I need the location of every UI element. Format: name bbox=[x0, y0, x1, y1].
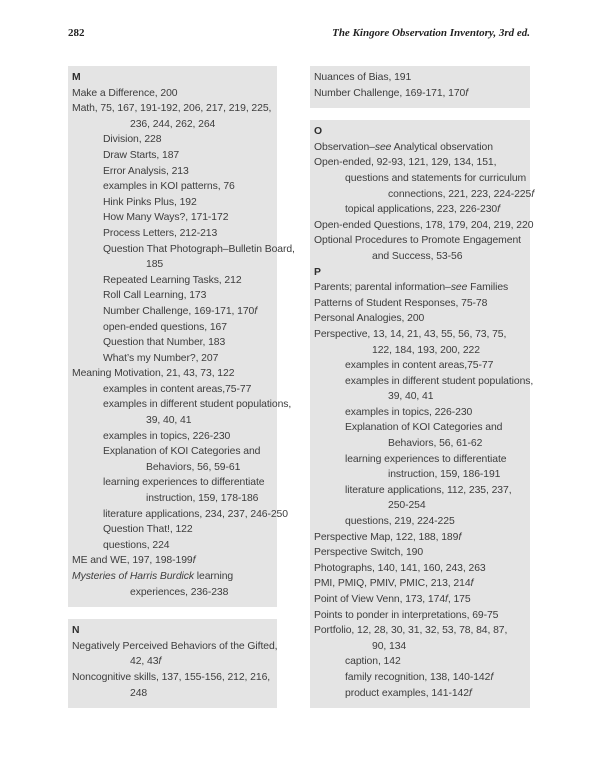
index-entry-line bbox=[72, 538, 273, 554]
entry-text: PMI, PMIQ, PMIV, PMIC, 213, 214 bbox=[314, 578, 471, 590]
entry-text: Families bbox=[467, 282, 509, 294]
index-entry-line bbox=[314, 545, 526, 561]
entry-text: instruction, 159, 178-186 bbox=[146, 493, 259, 505]
index-entry-line bbox=[72, 288, 273, 304]
index-entry-line bbox=[314, 514, 526, 530]
index-left-column bbox=[68, 66, 295, 720]
index-entry-line bbox=[314, 171, 526, 187]
entry-text: family recognition, 138, 140-142 bbox=[345, 671, 491, 683]
index-entry-line bbox=[72, 522, 273, 538]
index-entry-line bbox=[314, 296, 526, 312]
entry-text: 39, 40, 41 bbox=[146, 415, 192, 427]
entry-text: Number Challenge, 169-171, 170 bbox=[103, 305, 255, 317]
entry-text: examples in topics, 226-230 bbox=[103, 430, 231, 442]
entry-text: learning experiences to differentiate bbox=[103, 477, 265, 489]
index-entry-line bbox=[314, 202, 526, 218]
index-entry-line bbox=[72, 475, 273, 491]
index-right-column bbox=[310, 66, 534, 720]
entry-text-italic: f bbox=[470, 578, 474, 590]
entry-text: 39, 40, 41 bbox=[388, 391, 434, 403]
index-entry-line bbox=[314, 374, 534, 390]
index-entry-line bbox=[72, 351, 273, 367]
entry-text: Open-ended, 92-93, 121, 129, 134, 151, bbox=[314, 157, 497, 169]
entry-text: questions and statements for curriculum bbox=[345, 172, 527, 184]
index-entry-line bbox=[314, 280, 526, 296]
entry-text: examples in KOI patterns, 76 bbox=[103, 181, 235, 193]
entry-text: P bbox=[314, 266, 321, 278]
index-entry-line bbox=[314, 467, 526, 483]
entry-text: Perspective, 13, 14, 21, 43, 55, 56, 73, 75, bbox=[314, 328, 507, 340]
entry-text: Negatively Perceived Behaviors of the Gifted, bbox=[72, 640, 278, 652]
index-entry-line bbox=[314, 670, 526, 686]
index-entry-line bbox=[314, 405, 526, 421]
entry-text: 236, 244, 262, 264 bbox=[130, 118, 216, 130]
entry-text: Question that Number, 183 bbox=[103, 337, 226, 349]
index-entry-line bbox=[314, 561, 526, 577]
entry-text-italic: f bbox=[458, 531, 462, 543]
entry-text: open-ended questions, 167 bbox=[103, 321, 227, 333]
index-entry-line bbox=[314, 420, 526, 436]
entry-text: examples in different student populations, bbox=[345, 375, 534, 387]
entry-text: Process Letters, 212-213 bbox=[103, 227, 218, 239]
index-entry-line bbox=[314, 358, 526, 374]
running-title: The Kingore Observation Inventory, 3rd ed. bbox=[332, 27, 530, 39]
entry-text-italic: f bbox=[531, 188, 534, 200]
entry-text: 42, 43 bbox=[130, 656, 159, 668]
entry-text: learning bbox=[193, 571, 234, 582]
index-entry-line bbox=[72, 320, 273, 336]
index-entry-line bbox=[314, 233, 526, 249]
entry-text-italic: see bbox=[450, 282, 468, 294]
page-number: 282 bbox=[68, 27, 85, 39]
entry-text: Behaviors, 56, 61-62 bbox=[388, 438, 483, 450]
entry-text: and Success, 53-56 bbox=[372, 250, 463, 262]
index-entry-line bbox=[72, 639, 278, 655]
entry-text: learning experiences to differentiate bbox=[345, 453, 507, 465]
entry-text: Make a Difference, 200 bbox=[72, 87, 178, 99]
index-entry-line bbox=[314, 530, 526, 546]
entry-text: topical applications, 223, 226-230 bbox=[345, 204, 498, 216]
entry-text-italic: f bbox=[254, 305, 258, 317]
index-entry-line bbox=[72, 117, 273, 133]
entry-text: Error Analysis, 213 bbox=[103, 165, 189, 177]
index-entry-line bbox=[314, 140, 526, 156]
index-entry-line bbox=[314, 218, 534, 234]
index-section-block bbox=[68, 619, 277, 708]
index-entry-line bbox=[314, 86, 526, 102]
index-entry-line bbox=[314, 592, 526, 608]
index-entry-line bbox=[72, 86, 273, 102]
index-entry-line bbox=[72, 242, 295, 258]
entry-text: caption, 142 bbox=[345, 656, 401, 668]
entry-text: connections, 221, 223, 224-225 bbox=[388, 188, 532, 200]
index-entry-line bbox=[314, 576, 526, 592]
entry-text: Number Challenge, 169-171, 170 bbox=[314, 87, 466, 99]
index-entry-line bbox=[314, 452, 526, 468]
entry-text: questions, 219, 224-225 bbox=[345, 516, 455, 528]
entry-text: Parents; parental information– bbox=[314, 282, 451, 294]
entry-text: literature applications, 234, 237, 246-250 bbox=[103, 508, 288, 520]
index-entry-line bbox=[72, 148, 273, 164]
entry-text: How Many Ways?, 171-172 bbox=[103, 212, 229, 224]
index-entry-line bbox=[314, 343, 526, 359]
index-entry-line bbox=[72, 226, 273, 242]
entry-text: M bbox=[72, 72, 81, 83]
section-letter bbox=[314, 265, 526, 281]
entry-text: examples in content areas,75-77 bbox=[345, 360, 494, 372]
entry-text: examples in topics, 226-230 bbox=[345, 406, 473, 418]
index-entry-line bbox=[314, 327, 526, 343]
entry-text: 248 bbox=[130, 687, 148, 699]
index-entry-line bbox=[314, 311, 526, 327]
index-entry-line bbox=[72, 273, 273, 289]
index-entry-line bbox=[72, 491, 273, 507]
index-entry-line bbox=[72, 164, 273, 180]
entry-text-italic: Mysteries of Harris Burdick bbox=[72, 571, 194, 582]
index-entry-line bbox=[72, 507, 288, 523]
index-entry-line bbox=[72, 654, 273, 670]
entry-text: instruction, 159, 186-191 bbox=[388, 469, 501, 481]
entry-text-italic: f bbox=[465, 87, 469, 99]
entry-text: Repeated Learning Tasks, 212 bbox=[103, 274, 242, 286]
index-entry-line bbox=[72, 413, 273, 429]
index-entry-line bbox=[72, 686, 273, 702]
page-header bbox=[68, 27, 530, 39]
index-entry-line bbox=[314, 608, 526, 624]
entry-text: What’s my Number?, 207 bbox=[103, 352, 219, 364]
index-entry-line bbox=[314, 187, 534, 203]
entry-text: O bbox=[314, 126, 323, 138]
index-entry-line bbox=[72, 179, 273, 195]
index-entry-line bbox=[314, 249, 526, 265]
entry-text: literature applications, 112, 235, 237, bbox=[345, 484, 512, 496]
entry-text-italic: f bbox=[445, 594, 448, 605]
entry-text: Perspective Map, 122, 188, 189 bbox=[314, 531, 459, 543]
entry-text-italic: f bbox=[497, 204, 500, 216]
index-entry-line bbox=[314, 498, 526, 514]
section-letter bbox=[314, 124, 526, 140]
index-entry-line bbox=[72, 569, 273, 585]
entry-text: Meaning Motivation, 21, 43, 73, 122 bbox=[72, 368, 235, 380]
entry-text-italic: f bbox=[192, 555, 196, 567]
entry-text: 185 bbox=[146, 259, 164, 271]
index-entry-line bbox=[314, 155, 526, 171]
entry-text: Hink Pinks Plus, 192 bbox=[103, 196, 197, 208]
index-entry-line bbox=[72, 335, 273, 351]
entry-text: Division, 228 bbox=[103, 134, 162, 146]
index-entry-line bbox=[314, 389, 526, 405]
index-section-block bbox=[68, 66, 295, 607]
index-entry-line bbox=[72, 257, 273, 273]
entry-text: examples in content areas,75-77 bbox=[103, 383, 252, 395]
entry-text-italic: f bbox=[490, 671, 494, 683]
entry-text: Draw Starts, 187 bbox=[103, 149, 180, 161]
entry-text: Analytical observation bbox=[391, 141, 493, 153]
entry-text: , 175 bbox=[447, 594, 471, 605]
index-entry-line bbox=[72, 429, 273, 445]
entry-text: Optional Procedures to Promote Engagement bbox=[314, 235, 521, 247]
entry-text: ME and WE, 197, 198-199 bbox=[72, 555, 193, 567]
entry-text-italic: f bbox=[158, 656, 162, 668]
entry-text: Photographs, 140, 141, 160, 243, 263 bbox=[314, 562, 486, 574]
index-entry-line bbox=[72, 460, 273, 476]
entry-text: Patterns of Student Responses, 75-78 bbox=[314, 297, 488, 309]
entry-text: N bbox=[72, 625, 80, 637]
entry-text: Noncognitive skills, 137, 155-156, 212, 216, bbox=[72, 671, 271, 683]
entry-text: product examples, 141-142 bbox=[345, 687, 469, 699]
index-entry-line bbox=[72, 553, 273, 569]
index-entry-line bbox=[72, 670, 273, 686]
entry-text: Question That Photograph–Bulletin Board, bbox=[103, 243, 295, 255]
section-letter bbox=[72, 623, 273, 639]
index-entry-line bbox=[72, 366, 273, 382]
index-entry-line bbox=[72, 304, 273, 320]
index-entry-line bbox=[72, 444, 273, 460]
entry-text: Nuances of Bias, 191 bbox=[314, 72, 412, 83]
index-entry-line bbox=[314, 436, 526, 452]
entry-text: Explanation of KOI Categories and bbox=[345, 422, 503, 434]
index-entry-line bbox=[72, 210, 273, 226]
index-entry-line bbox=[72, 382, 273, 398]
index-entry-line bbox=[72, 397, 292, 413]
index-entry-line bbox=[314, 483, 526, 499]
entry-text: Open-ended Questions, 178, 179, 204, 219, 220 bbox=[314, 219, 534, 231]
entry-text: 90, 134 bbox=[372, 640, 407, 652]
entry-text: Roll Call Learning, 173 bbox=[103, 290, 207, 302]
index-entry-line bbox=[72, 101, 273, 117]
entry-text: Explanation of KOI Categories and bbox=[103, 446, 261, 458]
index-section-block bbox=[310, 66, 530, 108]
index-entry-line bbox=[72, 585, 273, 601]
index-entry-line bbox=[72, 132, 273, 148]
entry-text: questions, 224 bbox=[103, 539, 170, 551]
index-entry-line bbox=[314, 654, 526, 670]
index-entry-line bbox=[314, 623, 526, 639]
index-entry-line bbox=[314, 639, 526, 655]
section-letter bbox=[72, 70, 273, 86]
entry-text: 122, 184, 193, 200, 222 bbox=[372, 344, 480, 356]
entry-text: 250-254 bbox=[388, 500, 426, 512]
index-entry-line bbox=[314, 70, 526, 86]
entry-text: Personal Analogies, 200 bbox=[314, 313, 425, 325]
entry-text-italic: see bbox=[374, 141, 392, 153]
entry-text: Perspective Switch, 190 bbox=[314, 547, 424, 559]
entry-text: Points to ponder in interpretations, 69-75 bbox=[314, 609, 499, 621]
entry-text: Observation– bbox=[314, 141, 375, 153]
entry-text: examples in different student populations, bbox=[103, 399, 292, 411]
entry-text: Question That!, 122 bbox=[103, 524, 193, 536]
entry-text: Math, 75, 167, 191-192, 206, 217, 219, 225, bbox=[72, 103, 272, 115]
index-section-block bbox=[310, 120, 534, 708]
entry-text: experiences, 236-238 bbox=[130, 586, 229, 598]
index-entry-line bbox=[314, 686, 526, 702]
entry-text: Point of View Venn, 173, 174 bbox=[314, 594, 446, 605]
entry-text: Portfolio, 12, 28, 30, 31, 32, 53, 78, 84, 87, bbox=[314, 625, 508, 637]
index-entry-line bbox=[72, 195, 273, 211]
entry-text: Behaviors, 56, 59-61 bbox=[146, 461, 241, 473]
entry-text-italic: f bbox=[468, 687, 472, 699]
